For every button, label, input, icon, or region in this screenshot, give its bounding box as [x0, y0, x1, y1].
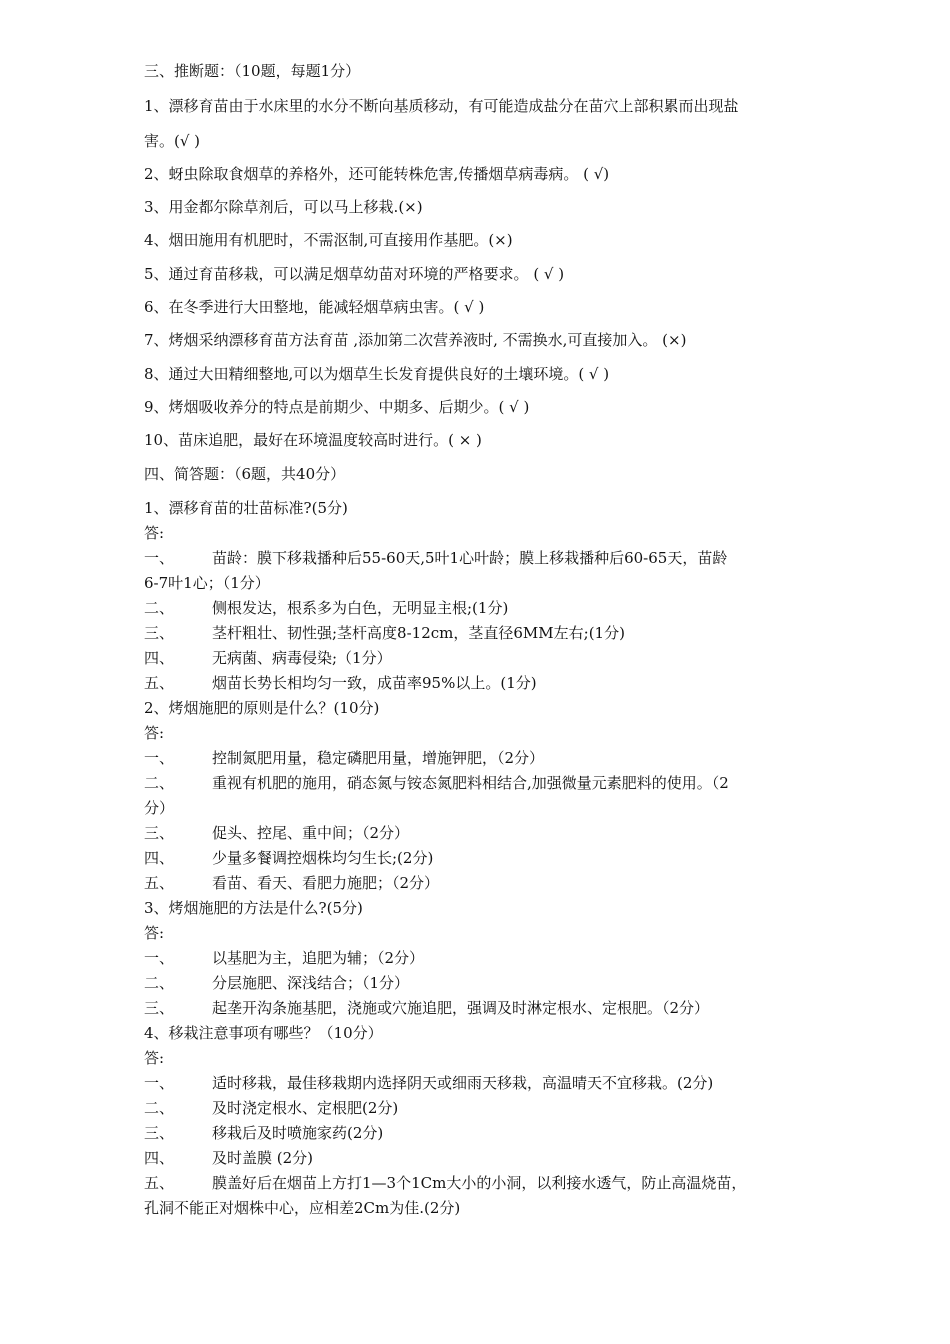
- answer-text-continued: 分）: [144, 799, 175, 817]
- answer-number: 二、: [144, 599, 175, 617]
- answer-item: [144, 621, 814, 646]
- answer-item: [144, 1096, 814, 1121]
- answer-item: [144, 596, 814, 621]
- answer-text-continued: 孔洞不能正对烟株中心，应相差2Cm为佳.(2分): [144, 1199, 461, 1217]
- question-1: 1、漂移育苗的壮苗标准?(5分): [144, 499, 348, 517]
- answer-text: 侧根发达，根系多为白色，无明显主根;(1分): [212, 599, 509, 617]
- answer-number: 三、: [144, 824, 175, 842]
- tf-item-4: 4、烟田施用有机肥时，不需沤制,可直接用作基肥。(×): [144, 231, 513, 249]
- answer-text: 起垄开沟条施基肥，浇施或穴施追肥，强调及时淋定根水、定根肥。（2分）: [212, 999, 710, 1017]
- answer-item: [144, 871, 814, 896]
- tf-item-1-line2: 害。(√ ): [144, 132, 201, 150]
- answer-text: 烟苗长势长相均匀一致，成苗率95%以上。(1分): [212, 674, 537, 692]
- answer-text: 移栽后及时喷施家药(2分): [212, 1124, 384, 1142]
- answer-item: [144, 546, 814, 596]
- answer-label: 答:: [144, 924, 165, 942]
- tf-item-9: 9、烤烟吸收养分的特点是前期少、中期多、后期少。( √ ): [144, 398, 530, 416]
- answer-number: 四、: [144, 649, 175, 667]
- answer-text: 少量多餐调控烟株均匀生长;(2分): [212, 849, 434, 867]
- answer-label: 答:: [144, 724, 165, 742]
- answer-item: [144, 646, 814, 671]
- tf-item-6: 6、在冬季进行大田整地，能减轻烟草病虫害。( √ ): [144, 298, 485, 316]
- answer-text: 及时盖膜 (2分): [212, 1149, 314, 1167]
- answer-item: [144, 821, 814, 846]
- answer-item: [144, 846, 814, 871]
- section-heading-short-answer: 四、简答题：（6题，共40分）: [144, 465, 346, 483]
- answer-number: 三、: [144, 999, 175, 1017]
- answer-text: 苗龄：膜下移栽播种后55-60天,5叶1心叶龄；膜上移栽播种后60-65天，苗龄: [212, 549, 728, 567]
- tf-item-5: 5、通过育苗移栽，可以满足烟草幼苗对环境的严格要求。 ( √ ): [144, 265, 565, 283]
- answer-label: 答:: [144, 1049, 165, 1067]
- tf-item-7: 7、烤烟采纳漂移育苗方法育苗 ,添加第二次营养液时, 不需换水,可直接加入。 (×): [144, 331, 687, 349]
- question-4: 4、移栽注意事项有哪些？（10分）: [144, 1024, 383, 1042]
- answer-number: 二、: [144, 974, 175, 992]
- answer-number: 一、: [144, 1074, 175, 1092]
- short-answer-block: [144, 496, 814, 1221]
- answer-text: 促头、控尾、重中间；（2分）: [212, 824, 410, 842]
- tf-item-10: 10、苗床追肥，最好在环境温度较高时进行。( × ): [144, 431, 482, 449]
- answer-number: 四、: [144, 849, 175, 867]
- tf-item-1-line1: 1、漂移育苗由于水床里的水分不断向基质移动，有可能造成盐分在苗穴上部积累而出现盐: [144, 97, 739, 115]
- answer-text: 适时移栽，最佳移栽期内选择阴天或细雨天移栽，高温晴天不宜移栽。(2分): [212, 1074, 714, 1092]
- answer-item: [144, 1071, 814, 1096]
- answer-number: 三、: [144, 624, 175, 642]
- answer-number: 四、: [144, 1149, 175, 1167]
- answer-text: 控制氮肥用量，稳定磷肥用量，增施钾肥，（2分）: [212, 749, 545, 767]
- answer-number: 五、: [144, 874, 175, 892]
- answer-number: 二、: [144, 1099, 175, 1117]
- answer-number: 一、: [144, 749, 175, 767]
- answer-item: [144, 996, 814, 1021]
- answer-number: 五、: [144, 1174, 175, 1192]
- answer-text: 茎杆粗壮、韧性强;茎杆高度8-12cm，茎直径6MM左右;(1分): [212, 624, 625, 642]
- answer-number: 一、: [144, 949, 175, 967]
- answer-item: [144, 746, 814, 771]
- answer-item: [144, 771, 814, 821]
- tf-item-2: 2、蚜虫除取食烟草的养格外，还可能转株危害,传播烟草病毒病。 ( √): [144, 165, 610, 183]
- tf-item-3: 3、用金都尔除草剂后，可以马上移栽.(×): [144, 198, 423, 216]
- answer-text-continued: 6-7叶1心；（1分）: [144, 574, 270, 592]
- answer-text: 无病菌、病毒侵染;（1分）: [212, 649, 392, 667]
- answer-text: 以基肥为主，追肥为辅；（2分）: [212, 949, 425, 967]
- answer-number: 一、: [144, 549, 175, 567]
- answer-number: 二、: [144, 774, 175, 792]
- answer-item: [144, 1121, 814, 1146]
- answer-text: 及时浇定根水、定根肥(2分): [212, 1099, 399, 1117]
- answer-number: 三、: [144, 1124, 175, 1142]
- question-3: 3、烤烟施肥的方法是什么?(5分): [144, 899, 363, 917]
- question-2: 2、烤烟施肥的原则是什么？(10分): [144, 699, 380, 717]
- section-heading-true-false: 三、推断题：（10题，每题1分）: [144, 62, 361, 80]
- answer-text: 膜盖好后在烟苗上方打1—3个1Cm大小的小洞，以利接水透气，防止高温烧苗，: [212, 1174, 747, 1192]
- answer-item: [144, 671, 814, 696]
- answer-label: 答:: [144, 524, 165, 542]
- answer-item: [144, 1146, 814, 1171]
- answer-text: 重视有机肥的施用，硝态氮与铵态氮肥料相结合,加强微量元素肥料的使用。（2: [212, 774, 729, 792]
- answer-item: [144, 946, 814, 971]
- answer-text: 分层施肥、深浅结合；（1分）: [212, 974, 410, 992]
- answer-item: [144, 971, 814, 996]
- tf-item-8: 8、通过大田精细整地,可以为烟草生长发育提供良好的土壤环境。( √ ): [144, 365, 610, 383]
- answer-number: 五、: [144, 674, 175, 692]
- answer-item: [144, 1171, 814, 1221]
- answer-text: 看苗、看天、看肥力施肥；（2分）: [212, 874, 440, 892]
